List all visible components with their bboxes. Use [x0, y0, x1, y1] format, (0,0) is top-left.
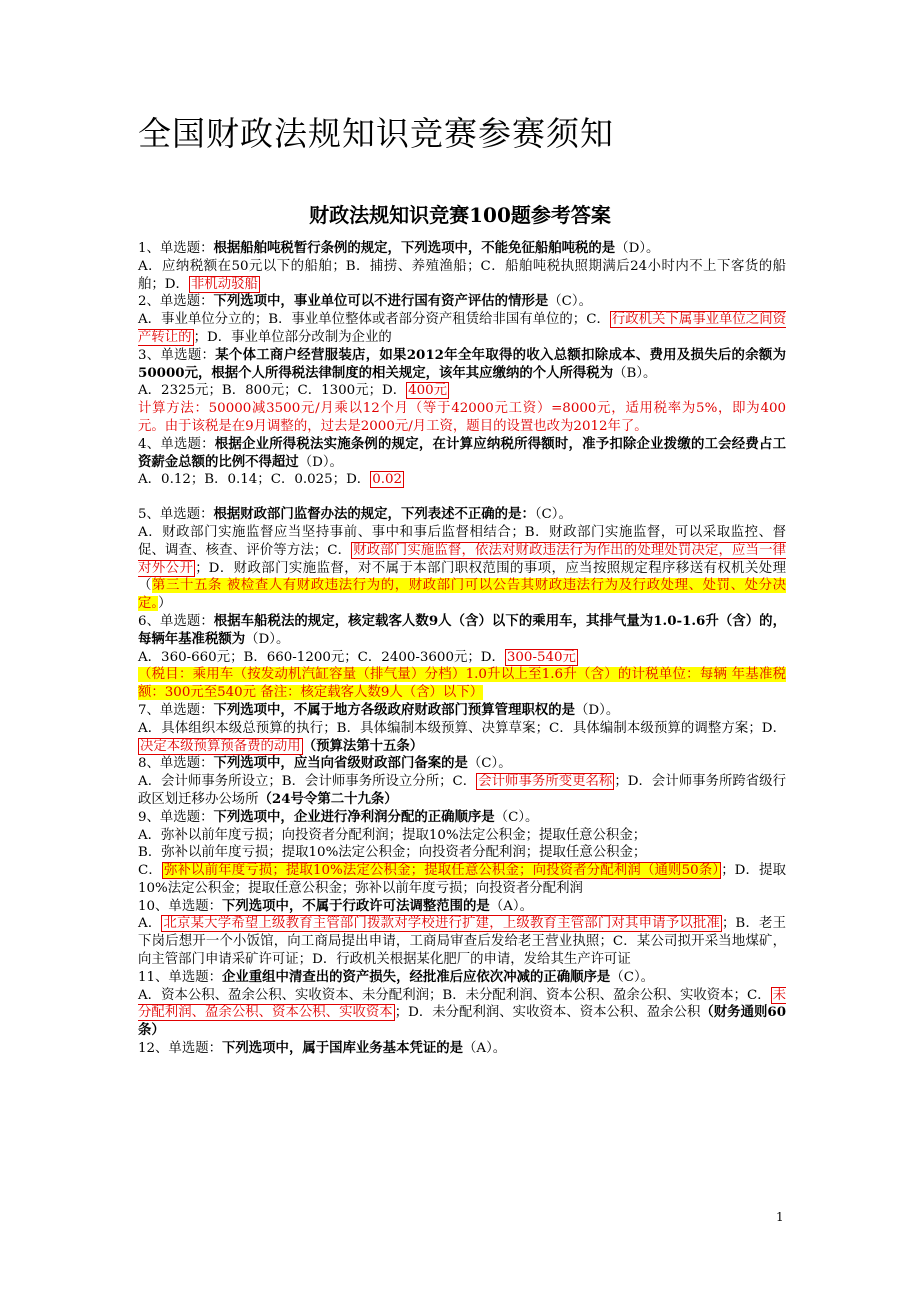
question-10 — [138, 898, 786, 969]
question-9 — [138, 809, 786, 898]
question-6 — [138, 613, 786, 702]
question-1 — [138, 240, 786, 293]
answer-letter: （A）。 — [489, 898, 533, 914]
question-prefix: 6、单选题： — [138, 613, 214, 629]
answer-letter: （D）。 — [298, 454, 343, 470]
options: ；D．提取10%法定公积金；提取任意公积金；弥补以前年度亏损；向投资者分配利润 — [138, 863, 786, 896]
question-stem: 根据企业所得税法实施条例的规定，在计算应纳税所得额时，准予扣除企业拨缴的工会经费占工资薪金总额的比例不得超过 — [138, 435, 786, 470]
question-5 — [138, 506, 786, 613]
option-a-prefix: A． — [138, 916, 162, 932]
option-c-prefix: C． — [138, 863, 162, 879]
question-prefix: 11、单选题： — [138, 969, 222, 985]
correct-answer-box: 行政机关下属事业单位之间资产转让的 — [138, 312, 786, 345]
options: ；B．老王下岗后想开一个小饭馆，向工商局提出申请，工商局审查后发给老王营业执照；C．某公司拟开采当地煤矿，向主管部门申请采矿许可证；D．行政机关根据某化肥厂的申请，发给其生产许可证 — [138, 916, 787, 968]
question-11 — [138, 969, 786, 1040]
question-stem: 某个体工商户经营服装店，如果2012年全年取得的收入总额扣除成本、费用及损失后的余额为50000元，根据个人所得税法律制度的相关规定，该年其应缴纳的个人所得税为 — [138, 346, 786, 381]
correct-answer-box: 非机动驳船 — [190, 276, 258, 292]
question-prefix: 2、单选题： — [138, 294, 214, 310]
question-stem: 下列选项中，事业单位可以不进行国有资产评估的情形是 — [213, 293, 549, 310]
options: A．事业单位分立的；B．事业单位整体或者部分资产租赁给非国有单位的；C． — [138, 312, 610, 328]
options: A．0.12；B．0.14；C．0.025；D． — [138, 472, 371, 488]
question-stem: 下列选项中，不属于行政许可法调整范围的是 — [222, 897, 490, 914]
document-title: 全国财政法规知识竞赛参赛须知 — [138, 114, 614, 153]
question-prefix: 4、单选题： — [138, 436, 215, 452]
question-stem: 下列选项中，属于国库业务基本凭证的是 — [222, 1040, 464, 1057]
options: A．2325元；B．800元；C．1300元；D． — [138, 383, 407, 399]
question-3 — [138, 347, 786, 436]
options: ；D．会计师事务所跨省级行政区划迁移办公场所 — [138, 774, 786, 807]
legal-basis: （财务通则60条） — [138, 1004, 787, 1039]
correct-answer-box: 北京某大学希望上级教育主管部门拨款对学校进行扩建，上级教育主管部门对其申请予以批准 — [163, 916, 721, 932]
options: A．具体组织本级总预算的执行；B．具体编制本级预算、决算草案；C．具体编制本级预算的调整方案；D． — [138, 720, 786, 736]
closing-paren: ） — [158, 596, 172, 612]
answer-letter: （C）。 — [534, 507, 572, 523]
answer-letter: （C）。 — [467, 756, 512, 772]
options: A．应纳税额在50元以下的船舶；B．捕捞、养殖渔船；C．船舶吨税执照期满后24小时内不上下客货的船舶；D． — [138, 258, 786, 292]
answer-letter: （C）。 — [610, 969, 655, 985]
options: A．财政部门实施监督应当坚持事前、事中和事后监督相结合；B．财政部门实施监督，可以采取监控、督促、调查、核查、评价等方法；C． — [138, 524, 786, 558]
answer-key-subtitle: 财政法规知识竞赛100题参考答案 — [309, 203, 611, 227]
correct-answer-box: 弥补以前年度亏损；提取10%法定公积金；提取任意公积金；向投资者分配利润（通则50条） — [163, 863, 720, 879]
question-12 — [138, 1040, 786, 1058]
question-list — [138, 240, 786, 1058]
blank-line — [138, 489, 786, 506]
answer-letter: （D）。 — [245, 631, 290, 647]
question-2 — [138, 293, 786, 346]
question-stem: 企业重组中清查出的资产损失，经批准后应依次冲减的正确顺序是 — [222, 968, 611, 985]
options: ；D．未分配利润、实收资本、资本公积、盈余公积 — [394, 1005, 701, 1021]
options: A．资本公积、盈余公积、实收资本、未分配利润；B．未分配利润、资本公积、盈余公积、实收资本；C． — [138, 987, 771, 1003]
correct-answer-box: 未分配利润、盈余公积、资本公积、实收资本 — [138, 987, 786, 1021]
answer-letter: （C）。 — [494, 809, 539, 825]
legal-basis-highlight: 第三十五条 被检查人有财政违法行为的，财政部门可以公告其财政违法行为及行政处理、处罚、处分决定。 — [138, 578, 786, 612]
question-8 — [138, 755, 786, 808]
question-prefix: 12、单选题： — [138, 1041, 222, 1057]
legal-basis: （24号令第二十九条） — [258, 790, 398, 807]
page-number: 1 — [776, 1210, 784, 1224]
question-prefix: 10、单选题： — [138, 898, 222, 914]
correct-answer-box: 400元 — [408, 383, 448, 399]
question-prefix: 8、单选题： — [138, 756, 214, 772]
question-stem: 下列选项中，企业进行净利润分配的正确顺序是 — [213, 808, 495, 825]
answer-letter: （D）。 — [615, 241, 660, 256]
question-prefix: 9、单选题： — [138, 809, 214, 825]
calculation-note: 计算方法：50000减3500元/月乘以12个月（等于42000元工资）=8000元，适用税率为5%，即为400元。由于该税是在9月调整的，过去是2000元/月工资，题目的设置也改为2012年了。 — [138, 401, 786, 434]
question-prefix: 3、单选题： — [138, 347, 216, 363]
question-7 — [138, 702, 786, 755]
answer-letter: （D）。 — [575, 702, 620, 718]
options: ；D．财政部门实施监督，对不属于本部门职权范围的事项，应当按照规定程序移送有权机关处理（ — [138, 560, 787, 594]
question-stem: 根据船舶吨税暂行条例的规定，下列选项中，不能免征船舶吨税的是 — [213, 240, 616, 256]
question-prefix: 7、单选题： — [138, 702, 214, 718]
correct-answer-box: 财政部门实施监督，依法对财政违法行为作出的处理处罚决定，应当一律对外公开 — [138, 542, 787, 576]
correct-answer-box: 决定本级预算预备费的动用 — [140, 738, 301, 754]
question-stem: 下列选项中，不属于地方各级政府财政部门预算管理职权的是 — [213, 701, 576, 718]
options: ；D．事业单位部分改制为企业的 — [193, 329, 392, 345]
legal-basis: （预算法第十五条） — [302, 737, 424, 754]
question-stem: 下列选项中，应当向省级财政部门备案的是 — [213, 755, 468, 772]
option-b: B．弥补以前年度亏损；提取10%法定公积金；向投资者分配利润；提取任意公积金； — [138, 845, 647, 861]
options: A．会计师事务所设立；B．会计师事务所设立分所；C． — [138, 774, 477, 790]
options: A．360-660元；B．660-1200元；C．2400-3600元；D． — [138, 649, 505, 665]
answer-letter: （B）。 — [613, 365, 657, 381]
question-stem: 根据财政部门监督办法的规定，下列表述不正确的是： — [213, 506, 535, 523]
question-stem: 根据车船税法的规定，核定载客人数9人（含）以下的乘用车，其排气量为1.0-1.6升（含）的，每辆年基准税额为 — [138, 612, 786, 647]
option-a: A．弥补以前年度亏损；向投资者分配利润；提取10%法定公积金；提取任意公积金； — [138, 827, 647, 843]
question-prefix: 1、单选题： — [138, 241, 214, 256]
question-4 — [138, 436, 786, 489]
correct-answer-box: 0.02 — [372, 472, 403, 488]
question-prefix: 5、单选题： — [138, 507, 214, 523]
tax-rate-note: （税目：乘用车（按发动机汽缸容量（排气量）分档）1.0升以上至1.6升（含）的计税单位：每辆 年基准税额：300元至540元 备注：核定载客人数9人（含）以下） — [138, 667, 786, 701]
correct-answer-box: 会计师事务所变更名称 — [478, 774, 613, 790]
correct-answer-box: 300-540元 — [506, 649, 576, 665]
answer-letter: （A）。 — [463, 1041, 507, 1057]
answer-letter: （C）。 — [548, 294, 592, 310]
